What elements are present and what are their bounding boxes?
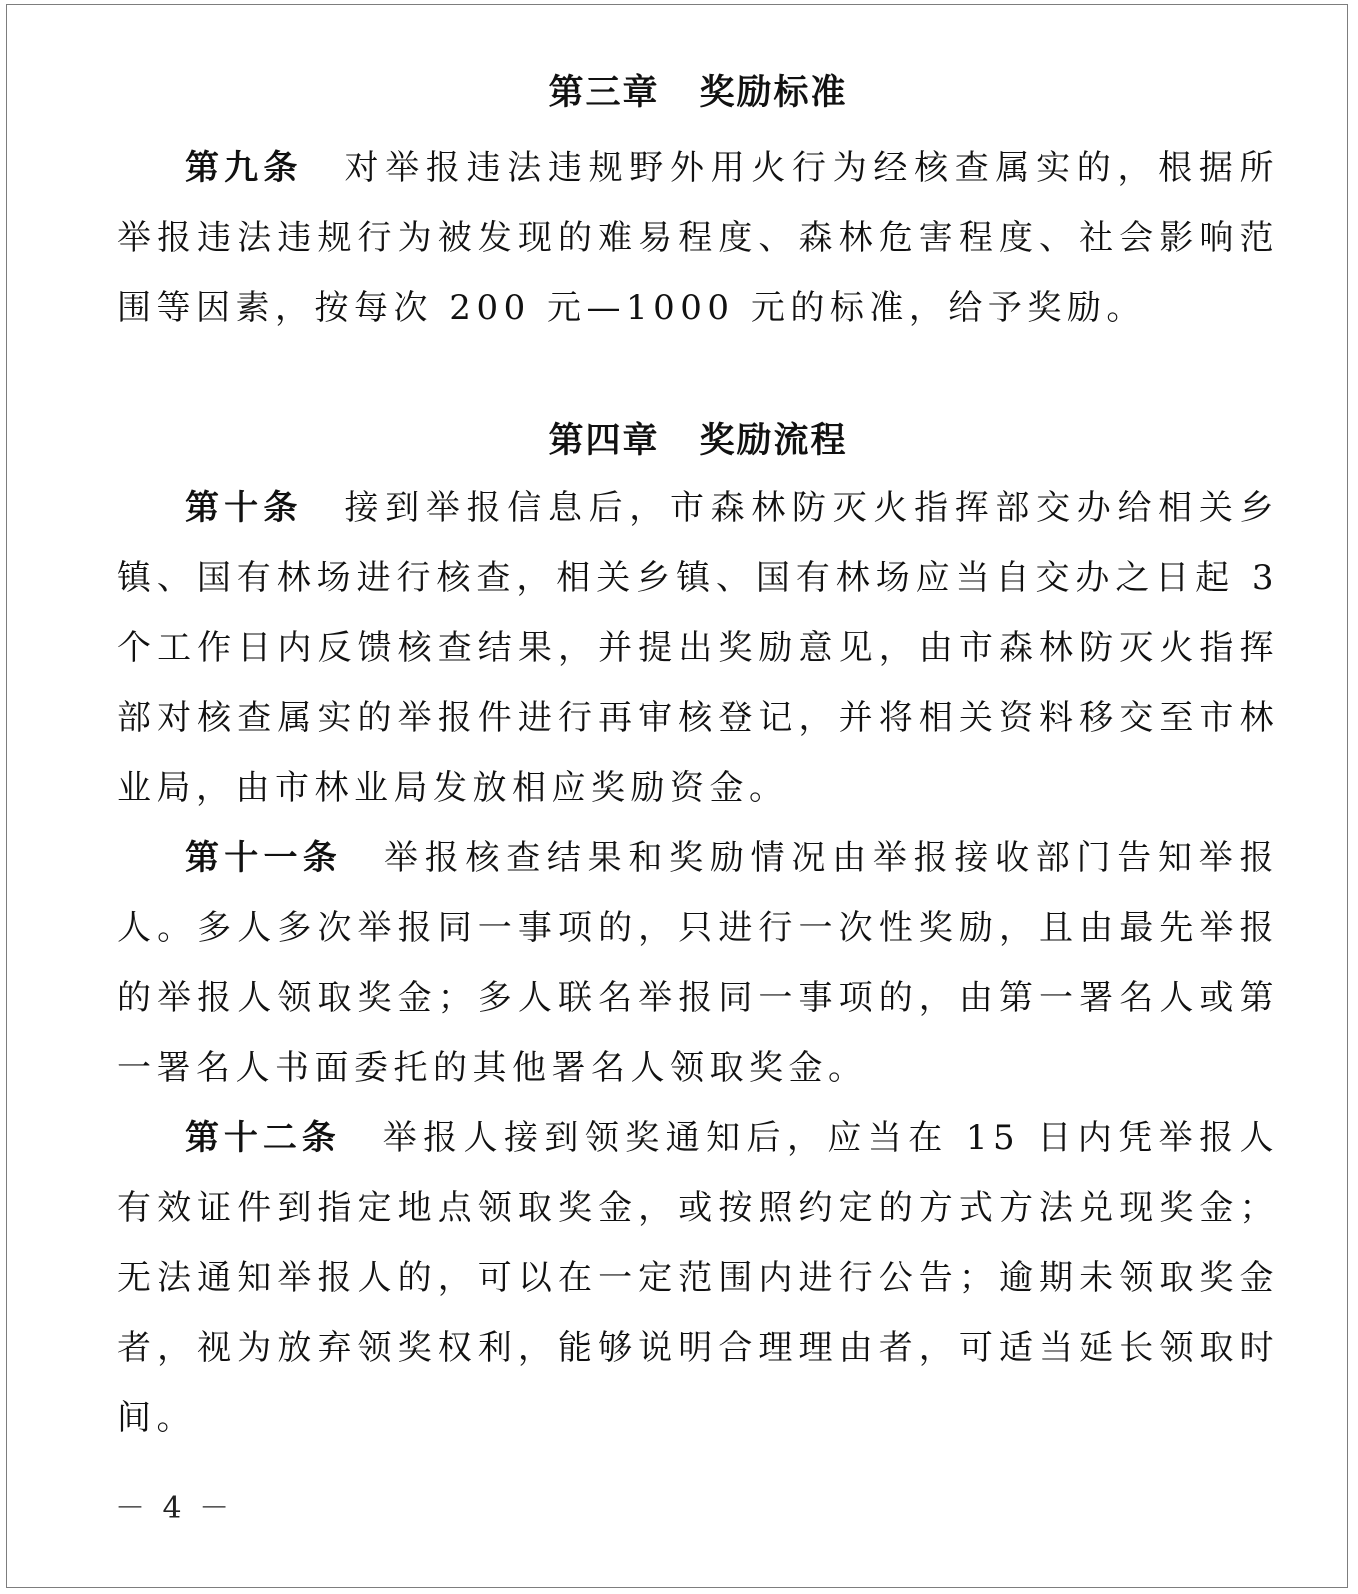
page-number: － 4 － bbox=[115, 1491, 234, 1526]
article-9-text: 对举报违法违规野外用火行为经核查属实的，根据所举报违法违规行为被发现的难易程度、森林危害程度、社会影响范围等因素，按每次 200 元—1000 元的标准，给予奖励。 bbox=[117, 148, 1280, 328]
article-10 bbox=[117, 473, 1279, 823]
chapter-3-heading bbox=[117, 65, 1279, 121]
chapter-4-heading bbox=[117, 413, 1279, 469]
article-11-number: 第十一条 bbox=[185, 838, 342, 878]
article-12-text: 举报人接到领奖通知后，应当在 15 日内凭举报人有效证件到指定地点领取奖金，或按照约定的方式方法兑现奖金；无法通知举报人的，可以在一定范围内进行公告；逾期未领取奖金者，视为放弃领奖权利，能够说明合理理由者，可适当延长领取时间。 bbox=[117, 1118, 1279, 1438]
article-12-number: 第十二条 bbox=[185, 1118, 341, 1158]
chapter-4-title: 奖励流程 bbox=[699, 421, 848, 461]
chapter-3-title: 奖励标准 bbox=[699, 73, 848, 113]
article-10-text: 接到举报信息后，市森林防灭火指挥部交办给相关乡镇、国有林场进行核查，相关乡镇、国有林场应当自交办之日起 3 个工作日内反馈核查结果，并提出奖励意见，由市森林防灭火指挥部对核查属实的举报件进行再审核登记，并将相关资料移交至市林业局，由市林业局发放相应奖励资金。 bbox=[117, 488, 1280, 808]
article-11-text: 举报核查结果和奖励情况由举报接收部门告知举报人。多人多次举报同一事项的，只进行一次性奖励，且由最先举报的举报人领取奖金；多人联名举报同一事项的，由第一署名人或第一署名人书面委托的其他署名人领取奖金。 bbox=[117, 838, 1280, 1088]
document-body bbox=[117, 65, 1279, 1453]
article-9-number: 第九条 bbox=[185, 148, 303, 188]
article-12 bbox=[117, 1103, 1279, 1453]
chapter-4-number: 第四章 bbox=[548, 421, 660, 461]
article-10-number: 第十条 bbox=[185, 488, 303, 528]
article-9 bbox=[117, 133, 1279, 343]
document-page bbox=[6, 4, 1348, 1588]
chapter-3-number: 第三章 bbox=[548, 73, 660, 113]
article-11 bbox=[117, 823, 1279, 1103]
